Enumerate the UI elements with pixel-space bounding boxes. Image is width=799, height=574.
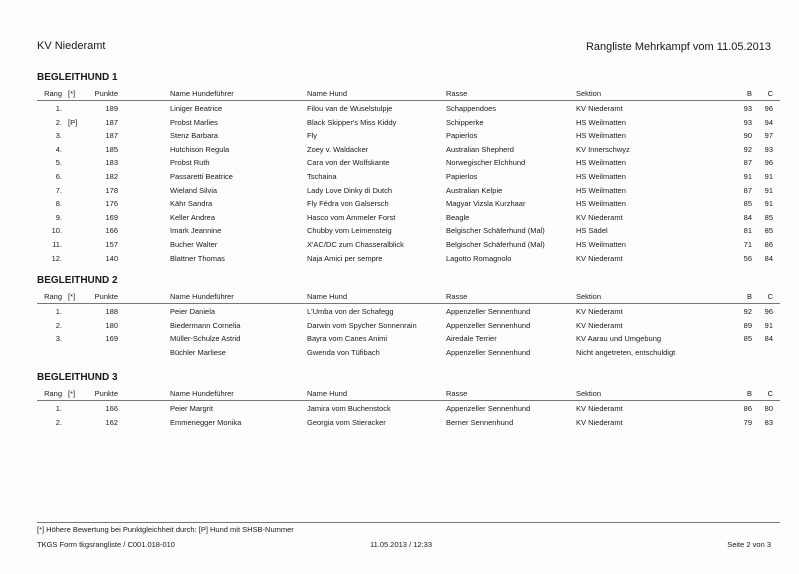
table-cell-hund: Naja Amici per sempre — [307, 253, 383, 263]
scan-fold-mark — [0, 0, 62, 71]
table-cell-hund: Darwin vom Spycher Sonnenrain — [307, 320, 417, 330]
table-cell-c: 91 — [764, 172, 773, 181]
footnote: [*] Höhere Bewertung bei Punktgleichheit durch: [P] Hund mit SHSB-Nummer — [37, 525, 294, 534]
table-cell-rasse: Appenzeller Sennenhund — [446, 404, 531, 413]
section-title: BEGLEITHUND 1 — [37, 72, 118, 83]
column-header-b: B — [746, 89, 752, 98]
header-divider — [37, 100, 780, 101]
column-header-c: C — [767, 89, 773, 98]
table-cell-c: 84 — [764, 253, 773, 263]
table-cell-hund: Zoey v. Waldacker — [307, 144, 369, 154]
table-cell-punkte: 166 — [105, 226, 118, 236]
table-cell-fuehrer: Probst Ruth — [170, 158, 210, 168]
table-cell-fuehrer: Wieland Silvia — [170, 185, 218, 195]
column-header-fuehrer: Name Hundeführer — [170, 89, 234, 98]
column-header-c: C — [767, 292, 773, 301]
table-cell-sektion: Nicht angetreten, entschuldigt — [576, 347, 676, 357]
column-header-rang: Rang — [44, 292, 62, 301]
table-cell-b: 89 — [743, 320, 752, 330]
table-cell-b: 92 — [743, 307, 752, 316]
table-cell-rang: 12. — [51, 253, 62, 263]
table-cell-sektion: HS Weilmatten — [576, 117, 626, 127]
column-header-sektion: Sektion — [576, 389, 602, 398]
table-cell-rasse: Appenzeller Sennenhund — [446, 347, 531, 357]
table-cell-fuehrer: Stenz Barbara — [170, 131, 218, 141]
table-cell-b: 84 — [743, 212, 752, 222]
table-cell-rasse: Appenzeller Sennenhund — [446, 307, 531, 316]
column-header-fuehrer: Name Hundeführer — [170, 292, 234, 301]
table-cell-rang: 10. — [51, 226, 62, 236]
table-cell-rasse: Australian Kelpie — [446, 185, 503, 195]
table-cell-fuehrer: Probst Marlies — [170, 117, 218, 127]
table-cell-b: 56 — [743, 253, 752, 263]
table-cell-rasse: Belgischer Schäferhund (Mal) — [446, 226, 545, 236]
table-cell-rang: 7. — [55, 185, 62, 195]
table-cell-hund: Georgia vom Stieracker — [307, 417, 386, 427]
footer-divider — [37, 522, 780, 523]
table-cell-rasse: Belgischer Schäferhund (Mal) — [446, 240, 545, 249]
table-cell-b: 87 — [743, 158, 752, 168]
table-cell-b: 93 — [743, 117, 752, 127]
table-cell-b: 85 — [743, 334, 752, 344]
table-cell-c: 91 — [764, 185, 773, 195]
table-cell-c: 91 — [764, 199, 773, 209]
table-cell-punkte: 166 — [105, 404, 118, 413]
column-header-punkte: Punkte — [94, 89, 118, 98]
table-cell-punkte: 180 — [105, 320, 118, 330]
table-cell-b: 86 — [743, 404, 752, 413]
table-cell-rasse: Lagotto Romagnolo — [446, 253, 512, 263]
table-cell-c: 93 — [764, 144, 773, 154]
table-cell-sektion: HS Weilmatten — [576, 131, 626, 141]
table-cell-sektion: KV Niederamt — [576, 404, 623, 413]
table-cell-hund: Gwenda von Tüfibach — [307, 347, 380, 357]
form-id: TKGS Form tkgsrangliste / C001.018-010 — [37, 540, 175, 549]
table-cell-c: 84 — [764, 334, 773, 344]
table-cell-fuehrer: Müller-Schulze Astrid — [170, 334, 241, 344]
section-title: BEGLEITHUND 2 — [37, 275, 118, 286]
column-header-sektion: Sektion — [576, 89, 602, 98]
page-number: Seite 2 von 3 — [727, 540, 771, 549]
table-cell-punkte: 178 — [105, 185, 118, 195]
table-cell-rang: 5. — [55, 158, 62, 168]
table-cell-b: 92 — [743, 144, 752, 154]
column-header-c: C — [767, 389, 773, 398]
table-cell-rang: 4. — [55, 144, 62, 154]
table-cell-fuehrer: Bucher Walter — [170, 240, 218, 249]
table-cell-rang: 1. — [55, 307, 62, 316]
table-cell-rang: 3. — [55, 334, 62, 344]
table-cell-rasse: Appenzeller Sennenhund — [446, 320, 531, 330]
table-cell-hund: Fly — [307, 131, 317, 141]
table-cell-fuehrer: Liniger Beatrice — [170, 104, 223, 113]
table-cell-rasse: Papierlos — [446, 172, 478, 181]
column-header-star: [*] — [68, 292, 76, 301]
table-cell-c: 85 — [764, 226, 773, 236]
table-cell-c: 97 — [764, 131, 773, 141]
table-cell-hund: X'AC/DC zum Chasseralblick — [307, 240, 404, 249]
table-cell-punkte: 169 — [105, 212, 118, 222]
table-cell-star: [P] — [68, 117, 78, 127]
table-cell-b: 93 — [743, 104, 752, 113]
table-cell-punkte: 187 — [105, 131, 118, 141]
column-header-sektion: Sektion — [576, 292, 602, 301]
column-header-fuehrer: Name Hundeführer — [170, 389, 234, 398]
column-header-hund: Name Hund — [307, 292, 348, 301]
club-name: KV Niederamt — [37, 40, 106, 52]
table-cell-hund: Chubby vom Leimensteig — [307, 226, 392, 236]
column-header-rasse: Rasse — [446, 89, 468, 98]
table-cell-fuehrer: Hutchison Regula — [170, 144, 230, 154]
table-cell-hund: Jamira vom Buchenstock — [307, 404, 391, 413]
table-cell-punkte: 187 — [105, 117, 118, 127]
table-cell-fuehrer: Biedermann Cornelia — [170, 320, 241, 330]
print-datetime: 11.05.2013 / 12:33 — [370, 540, 432, 549]
section-title: BEGLEITHUND 3 — [37, 372, 118, 383]
table-cell-hund: Bayra vom Canes Animi — [307, 334, 388, 344]
table-cell-sektion: KV Aarau und Umgebung — [576, 334, 662, 344]
table-cell-hund: L'Umba von der Schafegg — [307, 307, 394, 316]
table-cell-fuehrer: Kähr Sandra — [170, 199, 213, 209]
table-cell-b: 87 — [743, 185, 752, 195]
table-cell-rang: 8. — [55, 199, 62, 209]
table-cell-rasse: Schipperke — [446, 117, 484, 127]
table-cell-hund: Filou van de Wuselstulpje — [307, 104, 393, 113]
table-cell-punkte: 188 — [105, 307, 118, 316]
table-cell-hund: Cara von der Wolfskante — [307, 158, 390, 168]
table-cell-rang: 1. — [55, 404, 62, 413]
table-cell-sektion: KV Niederamt — [576, 104, 623, 113]
table-cell-c: 83 — [764, 417, 773, 427]
column-header-punkte: Punkte — [94, 292, 118, 301]
table-cell-c: 91 — [764, 320, 773, 330]
table-cell-sektion: KV Innerschwyz — [576, 144, 630, 154]
table-cell-rang: 11. — [52, 240, 62, 249]
table-cell-sektion: HS Weilmatten — [576, 158, 626, 168]
table-cell-fuehrer: Keller Andrea — [170, 212, 216, 222]
table-cell-b: 85 — [743, 199, 752, 209]
table-cell-fuehrer: Blattner Thomas — [170, 253, 225, 263]
table-cell-punkte: 169 — [105, 334, 118, 344]
table-cell-rasse: Papierlos — [446, 131, 478, 141]
table-cell-rang: 1. — [55, 104, 62, 113]
table-cell-sektion: KV Niederamt — [576, 320, 623, 330]
table-cell-c: 85 — [764, 212, 773, 222]
table-cell-hund: Tschaina — [307, 172, 337, 181]
table-cell-sektion: KV Niederamt — [576, 212, 623, 222]
table-cell-fuehrer: Passaretti Beatrice — [170, 172, 233, 181]
table-cell-punkte: 157 — [105, 240, 118, 249]
column-header-b: B — [746, 389, 752, 398]
column-header-rasse: Rasse — [446, 389, 468, 398]
table-cell-sektion: HS Weilmatten — [576, 172, 626, 181]
table-cell-rasse: Magyar Vizsla Kurzhaar — [446, 199, 526, 209]
table-cell-hund: Hasco vom Ammeler Forst — [307, 212, 396, 222]
table-cell-fuehrer: Büchler Marliese — [170, 347, 226, 357]
table-cell-b: 79 — [743, 417, 752, 427]
table-cell-fuehrer: Peier Margrit — [170, 404, 213, 413]
header-divider — [37, 400, 780, 401]
table-cell-rasse: Airedale Terrier — [446, 334, 497, 344]
table-cell-c: 94 — [764, 117, 773, 127]
table-cell-rang: 9. — [55, 212, 62, 222]
table-cell-b: 90 — [743, 131, 752, 141]
table-cell-rasse: Berner Sennenhund — [446, 417, 514, 427]
table-cell-punkte: 140 — [105, 253, 118, 263]
table-cell-punkte: 185 — [105, 144, 118, 154]
table-cell-c: 80 — [764, 404, 773, 413]
table-cell-rang: 2. — [55, 417, 62, 427]
column-header-rang: Rang — [44, 389, 62, 398]
table-cell-punkte: 162 — [105, 417, 118, 427]
table-cell-hund: Black Skipper's Miss Kiddy — [307, 117, 397, 127]
table-cell-sektion: HS Sädel — [576, 226, 608, 236]
table-cell-rang: 2. — [55, 117, 62, 127]
column-header-star: [*] — [68, 389, 76, 398]
table-cell-b: 91 — [743, 172, 752, 181]
column-header-rang: Rang — [44, 89, 62, 98]
table-cell-sektion: KV Niederamt — [576, 307, 623, 316]
table-cell-c: 86 — [764, 240, 773, 249]
table-cell-rang: 3. — [55, 131, 62, 141]
column-header-hund: Name Hund — [307, 389, 348, 398]
table-cell-sektion: HS Weilmatten — [576, 185, 626, 195]
table-cell-rasse: Australian Shepherd — [446, 144, 514, 154]
table-cell-punkte: 189 — [105, 104, 118, 113]
table-cell-fuehrer: Peier Daniela — [170, 307, 216, 316]
table-cell-rasse: Schappendoes — [446, 104, 497, 113]
table-cell-c: 96 — [764, 307, 773, 316]
column-header-punkte: Punkte — [94, 389, 118, 398]
table-cell-b: 71 — [743, 240, 752, 249]
table-cell-punkte: 183 — [105, 158, 118, 168]
table-cell-rasse: Norwegischer Elchhund — [446, 158, 526, 168]
table-cell-b: 81 — [743, 226, 752, 236]
table-cell-c: 96 — [764, 104, 773, 113]
table-cell-rang: 6. — [55, 172, 62, 181]
table-cell-hund: Fly Fédra von Galsersch — [307, 199, 389, 209]
table-cell-fuehrer: Imark Jeannine — [170, 226, 222, 236]
column-header-b: B — [746, 292, 752, 301]
table-cell-punkte: 176 — [105, 199, 118, 209]
table-cell-sektion: HS Weilmatten — [576, 199, 626, 209]
table-cell-hund: Lady Love Dinky di Dutch — [307, 185, 393, 195]
document-title: Rangliste Mehrkampf vom 11.05.2013 — [585, 41, 771, 53]
column-header-hund: Name Hund — [307, 89, 348, 98]
table-cell-fuehrer: Emmenegger Monika — [170, 417, 242, 427]
column-header-rasse: Rasse — [446, 292, 468, 301]
table-cell-rasse: Beagle — [446, 212, 470, 222]
table-cell-c: 96 — [764, 158, 773, 168]
table-cell-sektion: HS Weilmatten — [576, 240, 626, 249]
table-cell-punkte: 182 — [105, 172, 118, 181]
table-cell-sektion: KV Niederamt — [576, 417, 623, 427]
header-divider — [37, 303, 780, 304]
table-cell-sektion: KV Niederamt — [576, 253, 623, 263]
column-header-star: [*] — [68, 89, 76, 98]
table-cell-rang: 2. — [55, 320, 62, 330]
